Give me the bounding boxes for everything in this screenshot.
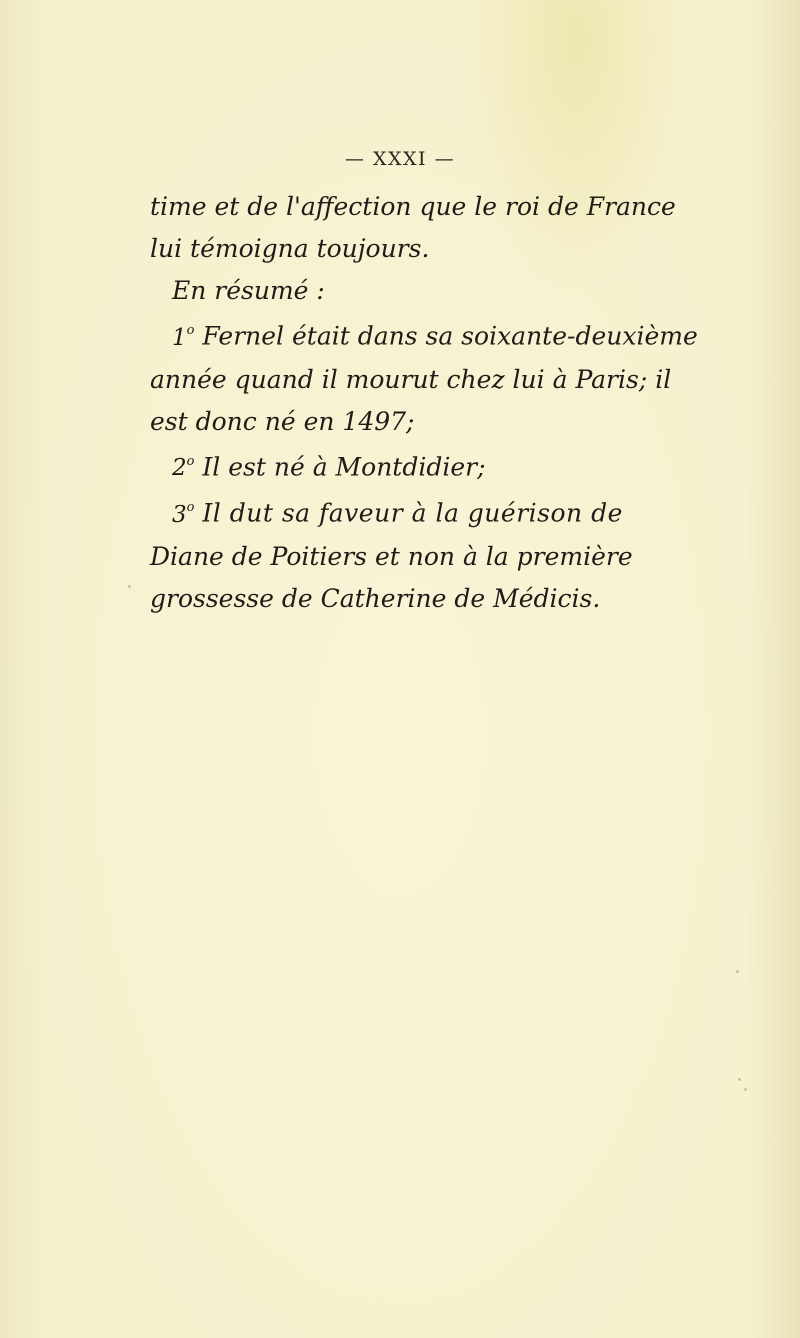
list-item-3 (150, 489, 623, 536)
text-line: est donc né en 1497; (150, 406, 415, 436)
text-line: time et de l'affection que le roi de France (150, 192, 676, 221)
paper-speck (736, 970, 739, 973)
paper-speck (128, 585, 131, 588)
text-line: grossesse de Catherine de Médicis. (150, 583, 601, 613)
item-number: 1$^o$ (172, 323, 195, 351)
body-text (150, 186, 698, 620)
list-item-2 (150, 443, 610, 490)
text-line: En résumé : (172, 276, 325, 305)
text-segment: Fernel était dans sa soixante-deuxième (202, 321, 698, 351)
item-number: 3$^o$ (172, 500, 195, 528)
running-head: — XXXI — (344, 148, 456, 170)
paper-speck (744, 1088, 747, 1091)
text-line: Diane de Poitiers et non à la première (150, 541, 633, 571)
text-segment: Il dut sa faveur à la guérison de (202, 498, 623, 528)
item-number: 2$^o$ (172, 453, 195, 482)
text-line: année quand il mourut chez lui à Paris; il (150, 364, 672, 394)
list-item-1 (150, 312, 698, 359)
text-line: lui témoigna toujours. (150, 234, 430, 263)
text-segment: Il est né à Montdidier; (202, 452, 486, 482)
paper-speck (738, 1078, 741, 1081)
